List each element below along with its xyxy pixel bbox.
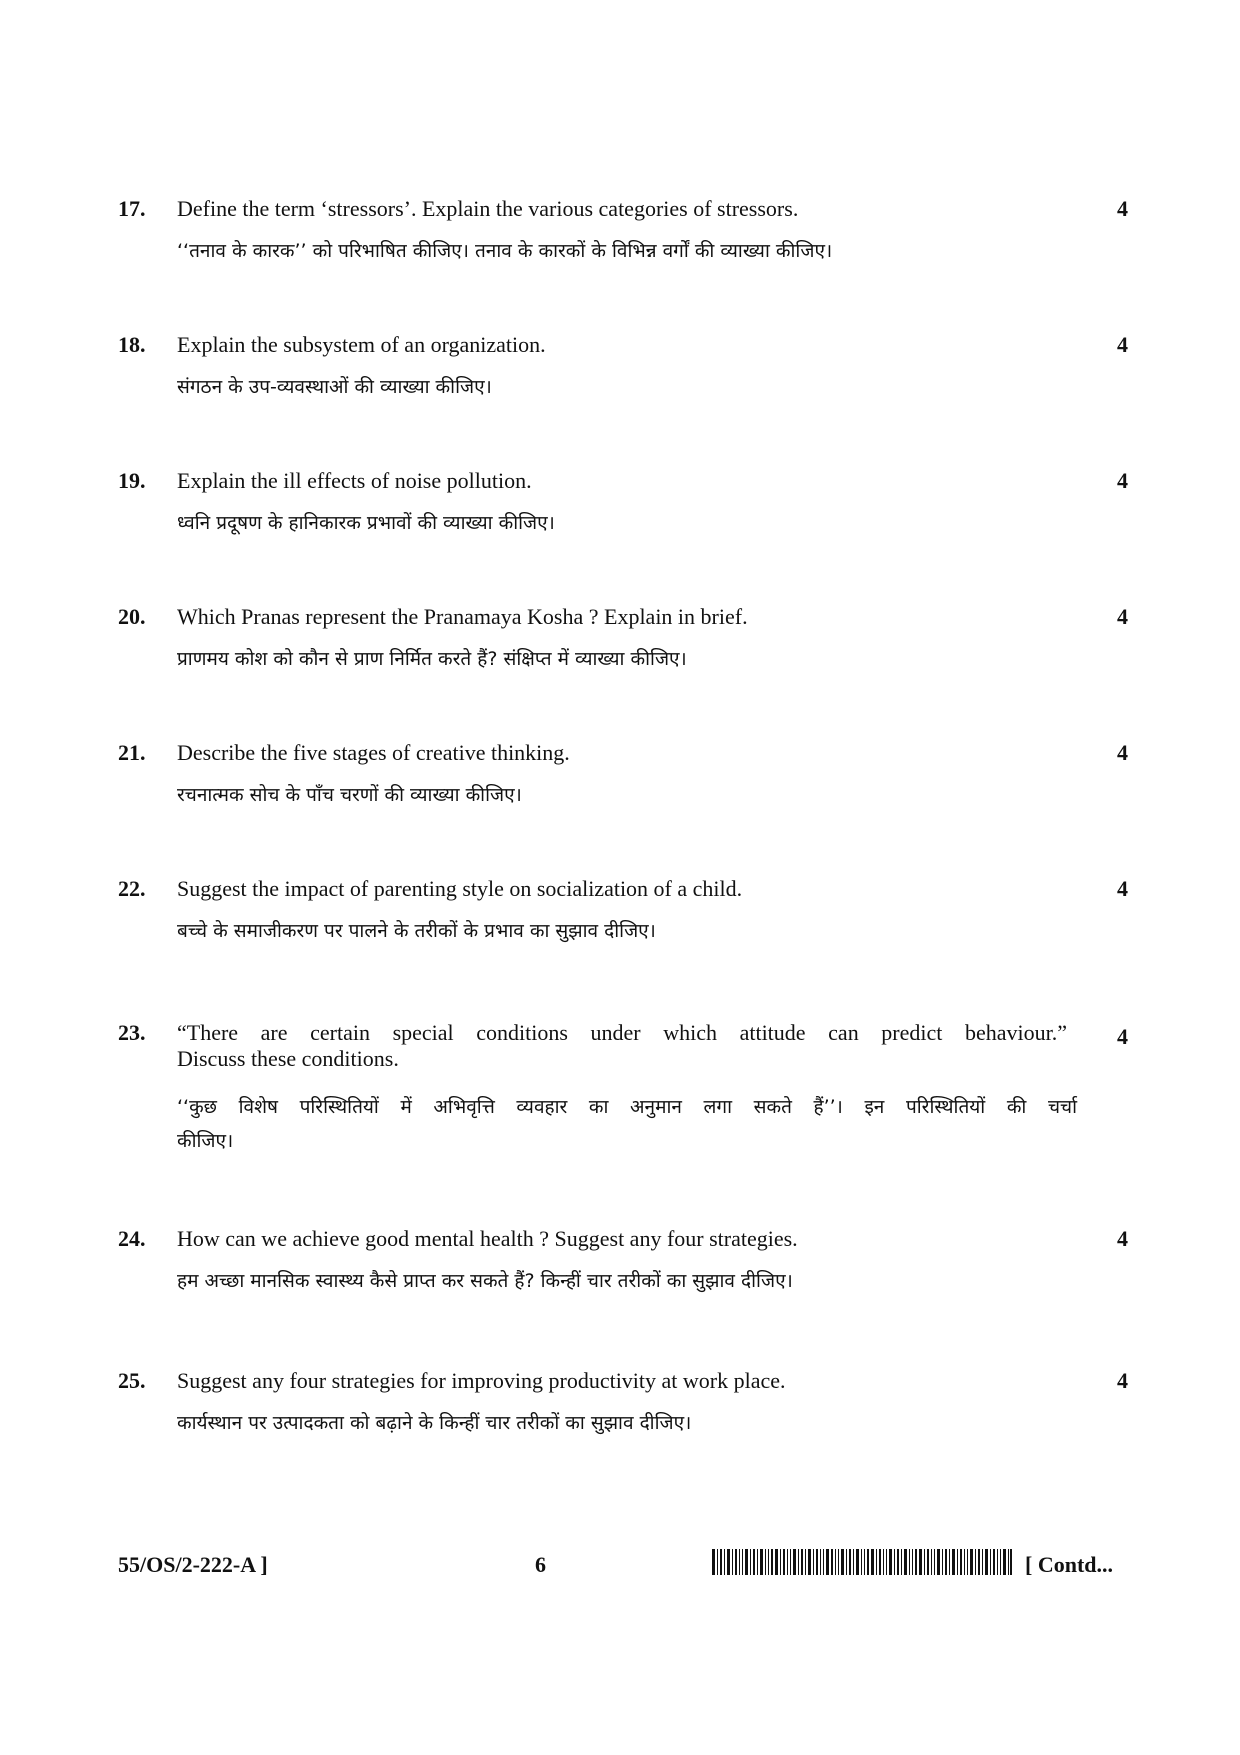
question-marks: 4 bbox=[1117, 740, 1128, 765]
question-number: 19. bbox=[118, 468, 146, 493]
continued-label: [ Contd... bbox=[1025, 1552, 1114, 1577]
question-text-english: Suggest any four strategies for improving productivity at work place. bbox=[177, 1368, 786, 1393]
question-text-hindi-line-2: कीजिए। bbox=[177, 1130, 234, 1152]
question-marks: 4 bbox=[1117, 604, 1128, 629]
question-text-hindi: बच्चे के समाजीकरण पर पालने के तरीकों के प्रभाव का सुझाव दीजिए। bbox=[177, 920, 656, 942]
question-marks: 4 bbox=[1117, 468, 1128, 493]
barcode bbox=[712, 1549, 1012, 1575]
question-text-english-line-2: Discuss these conditions. bbox=[177, 1046, 399, 1071]
question-text-english: Define the term ‘stressors’. Explain the various categories of stressors. bbox=[177, 196, 799, 221]
question-number: 24. bbox=[118, 1226, 146, 1251]
question-text-english: Explain the subsystem of an organization. bbox=[177, 332, 546, 357]
paper-code: 55/OS/2-222-A ] bbox=[118, 1552, 268, 1577]
question-text-english: Which Pranas represent the Pranamaya Kosha ? Explain in brief. bbox=[177, 604, 748, 629]
question-number: 18. bbox=[118, 332, 146, 357]
question-text-english: Suggest the impact of parenting style on socialization of a child. bbox=[177, 876, 743, 901]
question-number: 20. bbox=[118, 604, 146, 629]
question-text-hindi: ध्वनि प्रदूषण के हानिकारक प्रभावों की व्याख्या कीजिए। bbox=[177, 512, 555, 534]
question-text-hindi bbox=[177, 1090, 1077, 1158]
question-text-hindi: रचनात्मक सोच के पाँच चरणों की व्याख्या कीजिए। bbox=[177, 784, 522, 806]
question-marks: 4 bbox=[1117, 1368, 1128, 1393]
question-text-hindi: संगठन के उप-व्यवस्थाओं की व्याख्या कीजिए। bbox=[177, 376, 492, 398]
question-text-hindi: प्राणमय कोश को कौन से प्राण निर्मित करते हैं? संक्षिप्त में व्याख्या कीजिए। bbox=[177, 648, 687, 670]
question-text-english-line-1: “There are certain special conditions under which attitude can predict behaviour.” bbox=[177, 1020, 1067, 1045]
question-text-english: How can we achieve good mental health ? Suggest any four strategies. bbox=[177, 1226, 798, 1251]
question-number: 17. bbox=[118, 196, 146, 221]
question-text-hindi: हम अच्छा मानसिक स्वास्थ्य कैसे प्राप्त कर सकते हैं? किन्हीं चार तरीकों का सुझाव दीजिए। bbox=[177, 1270, 793, 1292]
question-number: 25. bbox=[118, 1368, 146, 1393]
question-text-english: Describe the five stages of creative thinking. bbox=[177, 740, 570, 765]
question-number: 21. bbox=[118, 740, 146, 765]
question-text-english: Explain the ill effects of noise pollution. bbox=[177, 468, 532, 493]
question-number: 22. bbox=[118, 876, 146, 901]
question-marks: 4 bbox=[1117, 1024, 1128, 1049]
question-marks: 4 bbox=[1117, 196, 1128, 221]
question-marks: 4 bbox=[1117, 1226, 1128, 1251]
question-text-hindi-line-1: ‘‘कुछ विशेष परिस्थितियों में अभिवृत्ति व्यवहार का अनुमान लगा सकते हैं’’। इन परिस्थितियों की चर्चा bbox=[177, 1096, 1077, 1118]
question-marks: 4 bbox=[1117, 876, 1128, 901]
page-number: 6 bbox=[535, 1552, 546, 1577]
question-marks: 4 bbox=[1117, 332, 1128, 357]
question-text-hindi: ‘‘तनाव के कारक’’ को परिभाषित कीजिए। तनाव के कारकों के विभिन्न वर्गों की व्याख्या कीजिए। bbox=[177, 240, 833, 262]
question-number: 23. bbox=[118, 1020, 146, 1045]
question-text-hindi: कार्यस्थान पर उत्पादकता को बढ़ाने के किन्हीं चार तरीकों का सुझाव दीजिए। bbox=[177, 1412, 692, 1434]
question-text-english bbox=[177, 1020, 1067, 1072]
